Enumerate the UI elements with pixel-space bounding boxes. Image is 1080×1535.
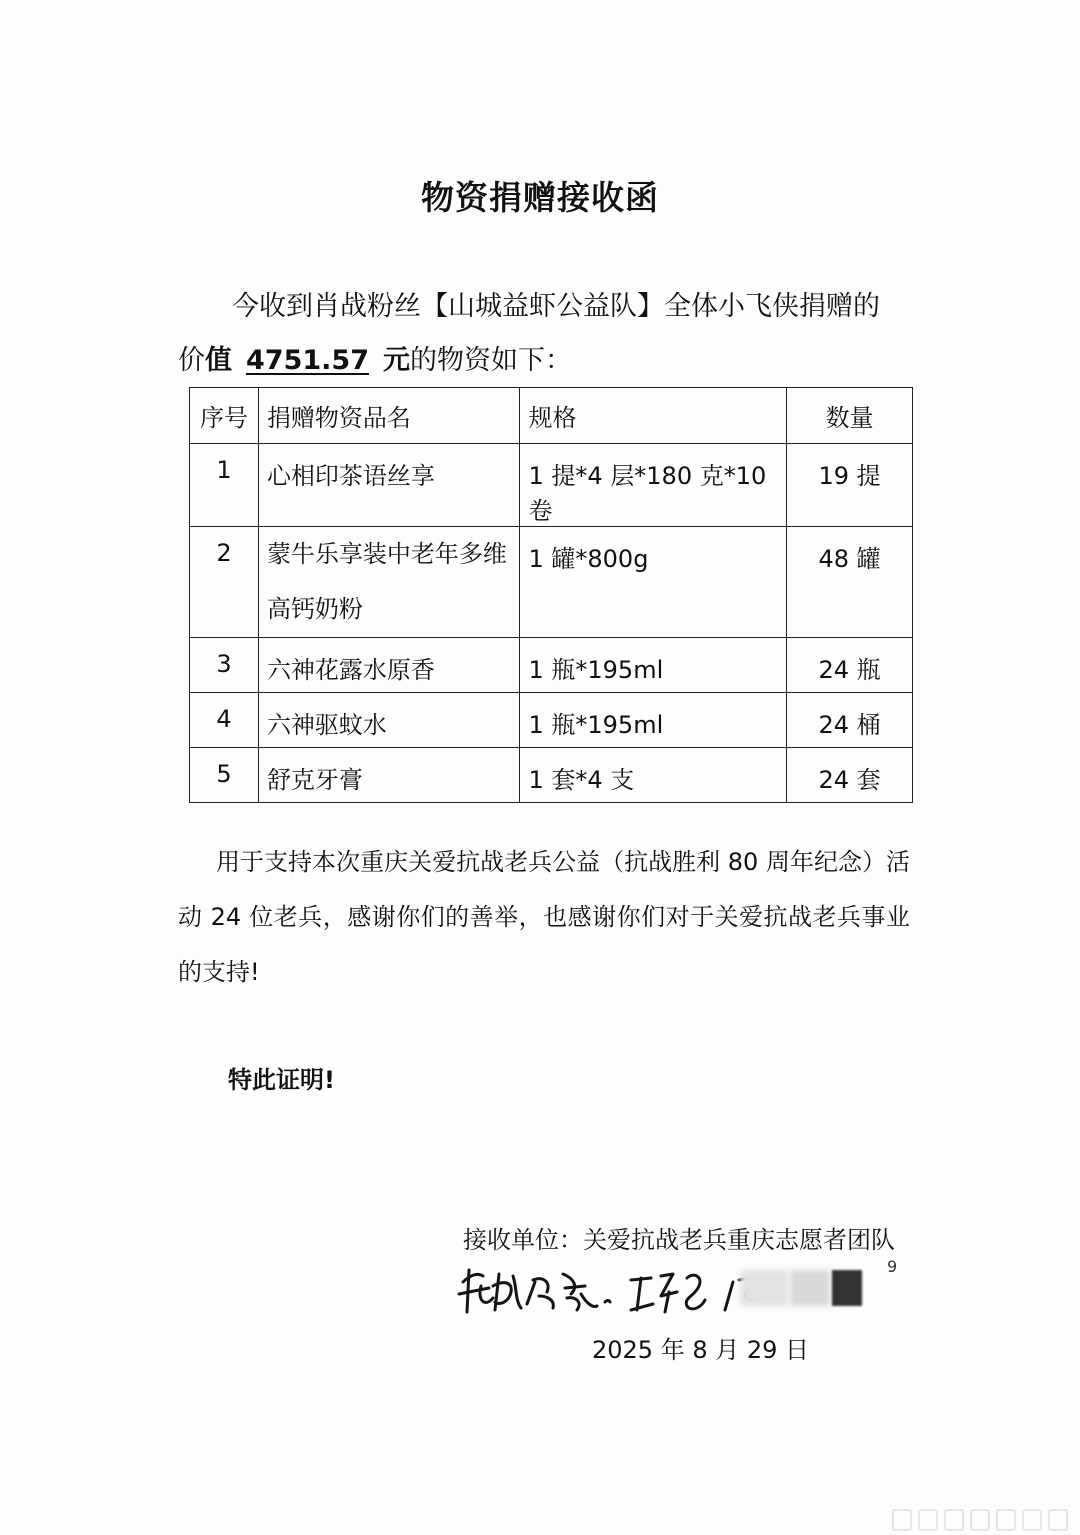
watermark-glyph bbox=[1022, 1509, 1042, 1531]
table-header-row bbox=[190, 388, 913, 444]
table-row bbox=[190, 693, 913, 748]
watermark-glyph bbox=[918, 1509, 938, 1531]
cell-no: 1 bbox=[190, 444, 259, 527]
cell-spec: 1 瓶*195ml bbox=[520, 638, 787, 693]
redacted-phone-blur bbox=[740, 1270, 788, 1306]
cell-qty: 24 桶 bbox=[787, 693, 913, 748]
cell-spec: 1 瓶*195ml bbox=[520, 693, 787, 748]
cell-no: 5 bbox=[190, 748, 259, 803]
body-paragraph: 用于支持本次重庆关爱抗战老兵公益（抗战胜利 80 周年纪念）活动 24 位老兵，感谢你们的善举，也感谢你们对于关爱抗战老兵事业的支持! bbox=[178, 848, 910, 986]
cell-name: 心相印茶语丝享 bbox=[258, 444, 520, 527]
cell-qty: 19 提 bbox=[787, 444, 913, 527]
cell-name bbox=[258, 527, 520, 638]
watermark-glyph bbox=[1048, 1509, 1068, 1531]
intro-line-2 bbox=[178, 338, 572, 377]
cell-qty: 24 瓶 bbox=[787, 638, 913, 693]
redacted-phone-blur bbox=[832, 1270, 862, 1306]
cell-no: 2 bbox=[190, 527, 259, 638]
donation-amount: 4751.57 bbox=[246, 345, 369, 376]
intro-line-1: 今收到肖战粉丝【山城益虾公益队】全体小飞侠捐赠的 bbox=[232, 291, 880, 322]
document-title: 物资捐赠接收函 bbox=[421, 178, 659, 217]
table-row bbox=[190, 444, 913, 527]
table-row bbox=[190, 748, 913, 803]
donation-items-table bbox=[189, 387, 913, 803]
cell-qty: 48 罐 bbox=[787, 527, 913, 638]
table-row bbox=[190, 527, 913, 638]
cell-spec: 1 套*4 支 bbox=[520, 748, 787, 803]
intro-prefix-bold: 值 bbox=[205, 345, 232, 376]
cell-name: 舒克牙膏 bbox=[258, 748, 520, 803]
table-row bbox=[190, 638, 913, 693]
svg-text:9: 9 bbox=[887, 1257, 898, 1276]
cell-qty: 24 套 bbox=[787, 748, 913, 803]
header-spec: 规格 bbox=[520, 388, 787, 444]
header-no: 序号 bbox=[190, 388, 259, 444]
amount-unit: 元 bbox=[382, 345, 410, 376]
watermark bbox=[892, 1509, 1068, 1531]
watermark-glyph bbox=[944, 1509, 964, 1531]
document-date: 2025 年 8 月 29 日 bbox=[592, 1336, 810, 1364]
watermark-glyph bbox=[996, 1509, 1016, 1531]
cell-name: 六神驱蚊水 bbox=[258, 693, 520, 748]
header-qty: 数量 bbox=[787, 388, 913, 444]
watermark-glyph bbox=[892, 1509, 912, 1531]
cell-spec: 1 罐*800g bbox=[520, 527, 787, 638]
header-name: 捐赠物资品名 bbox=[258, 388, 520, 444]
certification-statement: 特此证明! bbox=[228, 1066, 335, 1094]
intro-suffix: 的物资如下： bbox=[409, 345, 572, 376]
cell-spec: 1 提*4 层*180 克*10 卷 bbox=[520, 444, 787, 527]
redacted-phone-blur bbox=[790, 1270, 830, 1306]
watermark-glyph bbox=[970, 1509, 990, 1531]
cell-name-line-1: 蒙牛乐享装中老年多维 bbox=[266, 540, 507, 568]
cell-no: 4 bbox=[190, 693, 259, 748]
cell-name-line-2: 高钙奶粉 bbox=[266, 595, 363, 623]
cell-name: 六神花露水原香 bbox=[258, 638, 520, 693]
cell-no: 3 bbox=[190, 638, 259, 693]
receiving-unit: 接收单位：关爱抗战老兵重庆志愿者团队 bbox=[463, 1226, 895, 1254]
intro-prefix: 价 bbox=[178, 345, 205, 376]
